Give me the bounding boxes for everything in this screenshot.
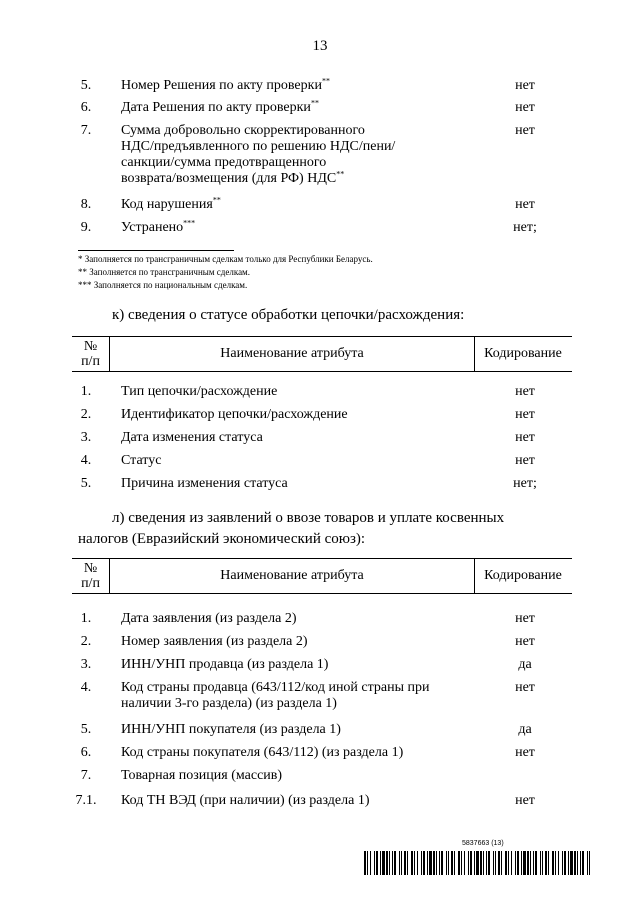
row-code: нет; — [513, 476, 537, 491]
row-code: нет — [515, 453, 535, 468]
header-number-column: № п/п — [72, 559, 110, 593]
item-name: Номер Решения по акту проверки** — [121, 76, 330, 93]
row-code: да — [518, 722, 532, 737]
row-name: Товарная позиция (массив) — [121, 768, 283, 783]
row-code: нет — [515, 634, 535, 649]
item-name: Сумма добровольно скорректированного НДС/предъявленного по решению НДС/пени/ санкции/сумма предотвращенного возврата/возмещения (для РФ) НДС** — [121, 123, 396, 186]
barcode-label: 5837663 (13) — [462, 840, 504, 847]
row-number: 7.1. — [75, 793, 97, 808]
header-code-column: Кодирование — [484, 568, 562, 583]
row-name: Код ТН ВЭД (при наличии) (из раздела 1) — [121, 793, 370, 808]
page-number: 13 — [312, 38, 328, 54]
item-code: нет — [515, 123, 535, 138]
row-name: Идентификатор цепочки/расхождение — [121, 407, 348, 422]
row-code: нет — [515, 611, 535, 626]
row-name: Номер заявления (из раздела 2) — [121, 634, 308, 649]
row-name: Код страны продавца (643/112/код иной страны при наличии 3-го раздела) (из раздела 1) — [121, 680, 430, 711]
row-code: да — [518, 657, 532, 672]
row-number: 7. — [80, 768, 92, 783]
row-number: 3. — [80, 430, 92, 445]
header-code-column: Кодирование — [484, 346, 562, 361]
row-name: ИНН/УНП покупателя (из раздела 1) — [121, 722, 341, 737]
item-number: 8. — [80, 197, 92, 212]
item-name: Код нарушения** — [121, 195, 221, 212]
footnote: * Заполняется по трансграничным сделкам только для Республики Беларусь. — [78, 254, 373, 264]
row-number: 2. — [80, 407, 92, 422]
item-code: нет — [515, 78, 535, 93]
row-name: Тип цепочки/расхождение — [121, 384, 278, 399]
item-number: 7. — [80, 123, 92, 138]
footnote: *** Заполняется по национальным сделкам. — [78, 280, 248, 290]
row-code: нет — [515, 407, 535, 422]
item-code: нет — [515, 100, 535, 115]
row-code: нет — [515, 745, 535, 760]
item-code: нет; — [513, 220, 537, 235]
item-name: Дата Решения по акту проверки** — [121, 98, 319, 115]
row-name: ИНН/УНП продавца (из раздела 1) — [121, 657, 329, 672]
header-number-column: № п/п — [72, 337, 110, 371]
row-name: Причина изменения статуса — [121, 476, 288, 491]
row-number: 3. — [80, 657, 92, 672]
header-name-column: Наименование атрибута — [110, 337, 475, 371]
item-number: 5. — [80, 78, 92, 93]
row-number: 1. — [80, 384, 92, 399]
table-header — [72, 336, 572, 372]
row-name: Дата заявления (из раздела 2) — [121, 611, 297, 626]
row-name: Статус — [121, 453, 162, 468]
row-name: Код страны покупателя (643/112) (из раздела 1) — [121, 745, 404, 760]
row-number: 5. — [80, 476, 92, 491]
item-name: Устранено*** — [121, 218, 196, 235]
row-name: Дата изменения статуса — [121, 430, 263, 445]
row-number: 4. — [80, 453, 92, 468]
footnote: ** Заполняется по трансграничным сделкам. — [78, 267, 251, 277]
row-number: 4. — [80, 680, 92, 695]
row-number: 5. — [80, 722, 92, 737]
row-code: нет — [515, 680, 535, 695]
row-number: 2. — [80, 634, 92, 649]
section-heading: к) сведения о статусе обработки цепочки/расхождения: — [112, 307, 465, 323]
section-heading: л) сведения из заявлений о ввозе товаров и уплате косвенных — [112, 510, 505, 526]
row-code: нет — [515, 793, 535, 808]
row-number: 1. — [80, 611, 92, 626]
barcode — [364, 851, 592, 875]
item-code: нет — [515, 197, 535, 212]
table-header — [72, 558, 572, 594]
row-code: нет — [515, 384, 535, 399]
item-number: 6. — [80, 100, 92, 115]
header-name-column: Наименование атрибута — [110, 559, 475, 593]
item-number: 9. — [80, 220, 92, 235]
footnote-divider — [78, 250, 234, 251]
section-heading-continued: налогов (Евразийский экономический союз): — [78, 531, 366, 547]
row-number: 6. — [80, 745, 92, 760]
row-code: нет — [515, 430, 535, 445]
